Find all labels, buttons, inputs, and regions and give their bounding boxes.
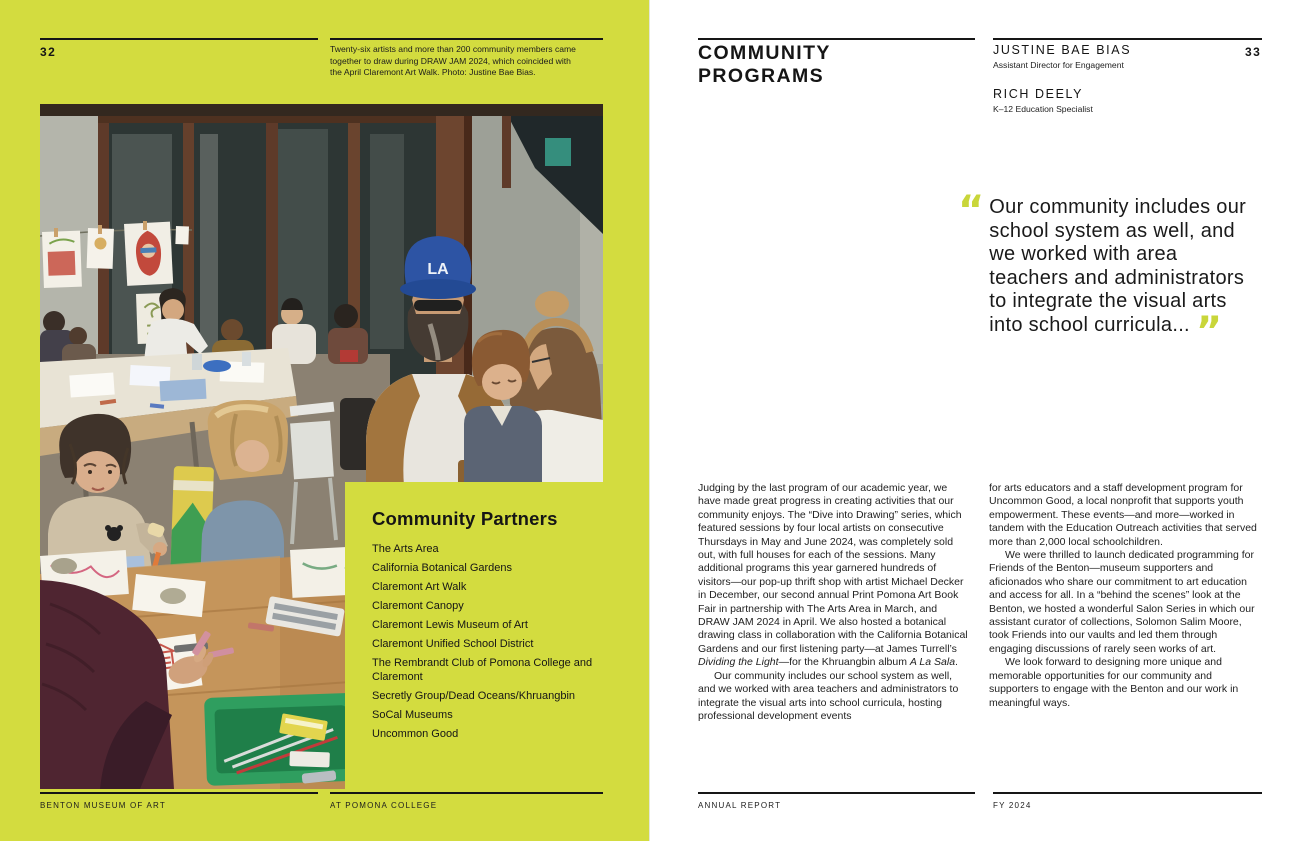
footer-rule [40,792,318,794]
staff-person [993,43,1131,70]
body-paragraph: Judging by the last program of our academic year, we have made great progress in creating activities that our community enjoys. The “Dive into Drawing” series, which featured sessions by four local artists on consecutive Thursdays in May and June 2024, was completely sold out, with full houses for each of the sessions. Many additional programs this year garnered hundreds of visitors—our pop-up thrift shop with artist Michael Decker in December, our second annual Print Pomona Art Book Fair in partnership with The Arts Area in March, and DRAW JAM 2024 in April. We also hosted a botanical drawing class in collaboration with the California Botanical Gardens and our first listening party—at James Turrell’s Dividing the Light—for the Khruangbin album A La Sala. [698,482,968,669]
footer-report-label: ANNUAL REPORT [698,801,782,810]
section-title [698,42,831,88]
supply-tray [204,693,359,786]
open-quote-icon: “ [958,188,985,234]
footer-rule [993,792,1262,794]
body-paragraph: We look forward to designing more unique and memorable opportunities for our community and supporters to engage with the Benton and our work in meaningful ways. [989,656,1239,709]
partner-item: California Botanical Gardens [372,562,513,574]
staff-name: RICH DEELY [993,87,1084,101]
partner-item: Secretly Group/Dead Oceans/Khruangbin [372,689,576,702]
body-paragraph: Our community includes our school system as well, and we worked with area teachers and administrators to integrate the visual arts into school curricula, hosting professional development events [698,669,959,722]
pull-quote-text: Our community includes our school system as well, and we worked with area teachers and administrators to integrate the visual arts into school curricula... ” [989,196,1247,355]
staff-block [993,43,1131,114]
partner-item: Claremont Unified School District [372,638,534,650]
footer-rule [698,792,975,794]
body-paragraph: for arts educators and a staff development program for Uncommon Good, a local nonprofit that supports youth empowerment. These events—and more—worked in tandem with the Education Outreach activities that served more than 2,000 local schoolchildren. [989,482,1257,548]
section-title-line1: COMMUNITY [698,42,831,64]
top-rule [330,38,603,40]
partner-item: Uncommon Good [372,727,459,740]
pull-quote [958,188,1276,355]
footer-rule [330,792,603,794]
top-rule [993,38,1262,40]
page-number: 32 [40,45,57,59]
page-gutter [649,0,650,841]
partner-item: The Arts Area [372,543,439,555]
staff-person [993,87,1131,114]
top-rule [698,38,975,40]
close-quote-icon: ” [1195,308,1223,355]
body-column-2 [989,482,1261,710]
section-title-line2: PROGRAMS [698,65,825,87]
community-partners-panel [345,482,603,789]
body-paragraph: We were thrilled to launch dedicated programming for Friends of the Benton—museum supporters and aficionados who share our commitment to art education and access for all. In a “behind the scenes” look at the Benton, we hosted a wonderful Salon Series in which our assistant curator of collections, Solomon Salim Moore, took Friends into our vaults and led them through engaging discussions of rarely seen works of art. [989,549,1255,655]
footer-museum-name: BENTON MUSEUM OF ART [40,801,166,810]
partner-item: SoCal Museums [372,708,453,721]
top-rule [40,38,318,40]
partner-item: Claremont Art Walk [372,581,467,593]
page-number: 33 [1245,45,1262,59]
staff-title: Assistant Director for Engagement [993,60,1124,70]
page-right [650,0,1300,841]
footer-college-name: AT POMONA COLLEGE [330,801,438,810]
photo-caption: Twenty-six artists and more than 200 community members came together to draw during DRAW JAM 2024, which coincided with the April Claremont Art Walk. Photo: Justine Bae Bias. [330,44,576,77]
partner-item: The Rembrandt Club of Pomona College and Claremont [372,657,593,683]
partner-item: Claremont Canopy [372,600,464,612]
body-column-1 [698,482,970,723]
staff-name: JUSTINE BAE BIAS [993,43,1132,57]
cap-logo: LA [427,261,449,278]
partners-list [372,543,597,741]
footer-fiscal-year: FY 2024 [993,801,1032,810]
staff-title: K–12 Education Specialist [993,104,1093,114]
partner-item: Claremont Lewis Museum of Art [372,619,528,631]
partners-heading: Community Partners [372,508,558,529]
